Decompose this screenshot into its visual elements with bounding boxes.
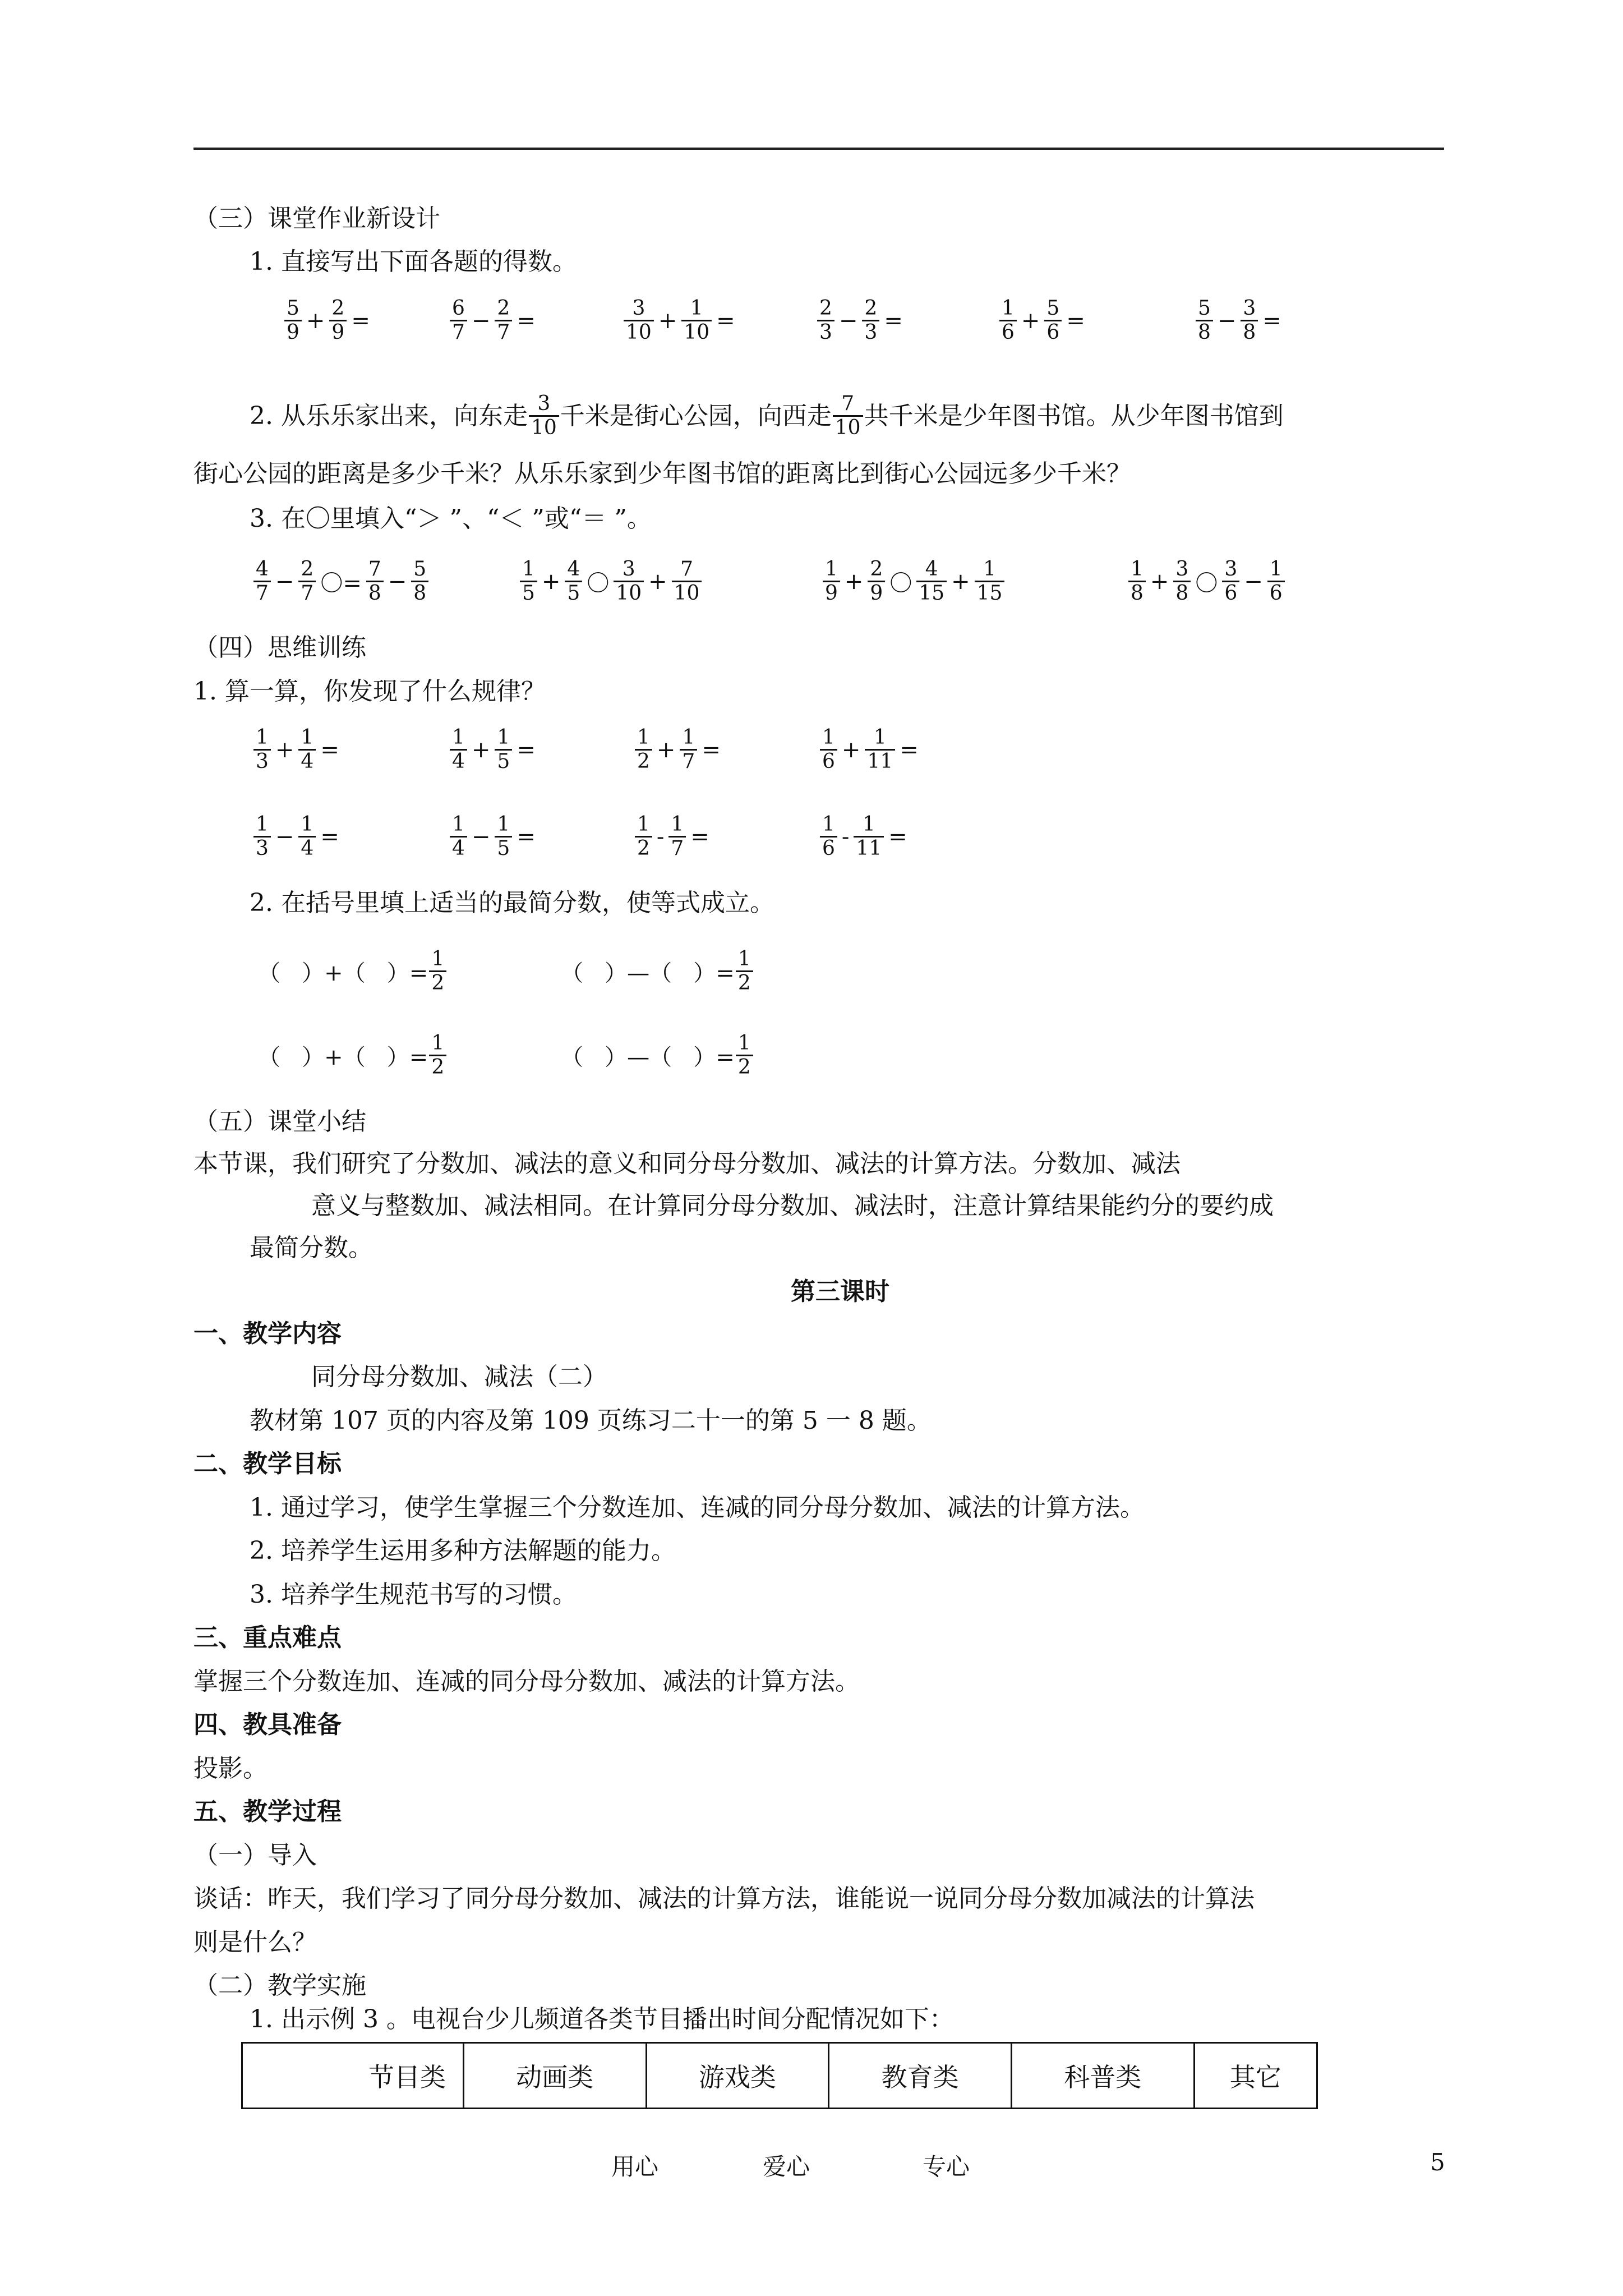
equals-sign: =	[716, 307, 735, 334]
compare-expression	[1127, 558, 1286, 605]
compare-expression	[519, 558, 703, 605]
numerator: 5	[1198, 297, 1211, 320]
subsection-implementation: （二）教学实施	[193, 1971, 366, 2000]
denominator: 8	[1196, 320, 1213, 344]
numerator: 5	[413, 558, 427, 581]
table-cell: 其它	[1194, 2043, 1317, 2109]
denominator: 10	[614, 581, 644, 605]
numerator: 1	[301, 726, 314, 749]
denominator: 2	[736, 1055, 753, 1079]
expression	[449, 813, 539, 860]
operator: −	[471, 823, 491, 850]
operator: −	[275, 823, 294, 850]
numerator: 1	[452, 726, 465, 749]
denominator: 7	[680, 749, 697, 773]
equals-sign: =	[900, 737, 919, 763]
blank-left: （ ）—（ ）=	[561, 1045, 735, 1070]
goal-1: 1. 通过学习，使学生掌握三个分数连加、连减的同分母分数加、减法的计算方法。	[250, 1493, 1145, 1522]
fraction	[672, 558, 702, 605]
equals-sign: =	[1066, 307, 1085, 334]
numerator: 2	[301, 558, 314, 581]
fraction	[1044, 297, 1062, 344]
fraction	[495, 726, 512, 773]
fraction	[614, 558, 644, 605]
numerator: 1	[682, 726, 695, 749]
numerator: 1	[497, 726, 510, 749]
numerator: 1	[1002, 297, 1015, 320]
operator: +	[471, 737, 491, 763]
fraction	[1128, 558, 1146, 605]
blank-equation	[258, 948, 448, 995]
denominator: 8	[1241, 320, 1258, 344]
denominator: 6	[820, 836, 837, 860]
numerator: 1	[690, 297, 703, 320]
denominator: 7	[668, 836, 686, 860]
expression	[449, 297, 539, 344]
denominator: 10	[624, 320, 654, 344]
denominator: 8	[1128, 581, 1146, 605]
numerator: 3	[1224, 558, 1238, 581]
numerator: 1	[431, 1032, 445, 1055]
fraction	[868, 558, 885, 605]
section-4-title: （四）思维训练	[193, 633, 366, 662]
fraction	[736, 1032, 753, 1079]
talk-line-2: 则是什么？	[193, 1928, 317, 1957]
goal-2: 2. 培养学生运用多种方法解题的能力。	[250, 1536, 676, 1565]
denominator: 6	[1222, 581, 1239, 605]
operator: +	[658, 307, 677, 334]
section-5-title: （五）课堂小结	[193, 1107, 366, 1136]
fraction	[668, 813, 686, 860]
footer-text-3: 专心	[923, 2153, 970, 2180]
denominator: 10	[833, 415, 863, 439]
question-1: 1. 直接写出下面各题的得数。	[250, 247, 577, 276]
equals-sign: =	[1262, 307, 1281, 334]
content-line-2: 教材第 107 页的内容及第 109 页练习二十一的第 5 一 8 题。	[250, 1406, 932, 1435]
denominator: 8	[1173, 581, 1191, 605]
fraction	[298, 558, 316, 605]
expression	[998, 297, 1089, 344]
expression	[283, 297, 374, 344]
question-2-line-1	[250, 393, 1284, 439]
fraction	[253, 726, 271, 773]
denominator: 10	[529, 415, 559, 439]
heading-goals: 二、教学目标	[193, 1450, 342, 1478]
expression	[1195, 297, 1285, 344]
numerator: 3	[1175, 558, 1189, 581]
compare-circle: 〇	[889, 570, 912, 596]
subsection-intro: （一）导入	[193, 1841, 317, 1870]
denominator: 2	[736, 970, 753, 995]
question-4: 1. 算一算，你发现了什么规律？	[193, 677, 546, 706]
denominator: 15	[916, 581, 947, 605]
numerator: 2	[870, 558, 883, 581]
denominator: 5	[495, 749, 512, 773]
content-line-1: 同分母分数加、减法（二）	[311, 1363, 607, 1391]
fraction	[820, 726, 837, 773]
denominator: 3	[817, 320, 834, 344]
denominator: 4	[450, 749, 467, 773]
program-table	[241, 2042, 1318, 2109]
denominator: 5	[520, 581, 537, 605]
fraction	[1173, 558, 1191, 605]
fraction	[635, 726, 652, 773]
q2-part-2: 千米是街心公园，向西走	[560, 401, 832, 430]
numerator: 1	[522, 558, 535, 581]
equals-sign: =	[517, 737, 536, 763]
equals-sign: =	[517, 823, 536, 850]
operator: −	[275, 568, 294, 595]
operator: −	[388, 568, 407, 595]
denominator: 4	[450, 836, 467, 860]
numerator: 3	[622, 558, 635, 581]
expression	[819, 726, 922, 773]
equals-sign: =	[320, 737, 339, 763]
fraction	[862, 297, 879, 344]
fraction	[624, 297, 654, 344]
numerator: 3	[1243, 297, 1256, 320]
blank-equation	[561, 1032, 754, 1079]
fraction	[253, 813, 271, 860]
goal-3: 3. 培养学生规范书写的习惯。	[250, 1580, 577, 1609]
numerator: 1	[822, 726, 835, 749]
fraction	[817, 297, 834, 344]
compare-expression	[252, 558, 430, 605]
denominator: 8	[366, 581, 384, 605]
numerator: 7	[680, 558, 694, 581]
fraction	[1196, 297, 1213, 344]
operator: +	[951, 568, 970, 595]
numerator: 3	[632, 297, 645, 320]
summary-line-2: 意义与整数加、减法相同。在计算同分母分数加、减法时，注意计算结果能约分的要约成	[311, 1191, 1274, 1220]
section-3-title: （三）课堂作业新设计	[193, 204, 440, 233]
numerator: 1	[737, 947, 751, 970]
denominator: 7	[450, 320, 467, 344]
table-cell: 科普类	[1011, 2043, 1194, 2109]
operator: +	[648, 568, 667, 595]
numerator: 1	[873, 726, 887, 749]
numerator: 4	[567, 558, 580, 581]
expression	[819, 813, 911, 860]
question-2-line-2: 街心公园的距离是多少千米？从乐乐家到少年图书馆的距离比到街心公园远多少千米？	[193, 459, 1131, 488]
denominator: 9	[329, 320, 347, 344]
tools: 投影。	[193, 1754, 268, 1783]
lesson-title: 第三课时	[791, 1277, 889, 1306]
footer-text-2: 爱心	[763, 2153, 810, 2180]
q2-fraction-east	[529, 393, 559, 439]
blank-equation	[561, 948, 754, 995]
numerator: 1	[256, 726, 269, 749]
denominator: 7	[253, 581, 271, 605]
table-cell: 教育类	[829, 2043, 1012, 2109]
denominator: 6	[999, 320, 1017, 344]
denominator: 10	[681, 320, 712, 344]
expression	[623, 297, 739, 344]
fraction	[865, 726, 895, 773]
fraction	[680, 726, 697, 773]
fraction	[823, 558, 840, 605]
operator: -	[841, 823, 850, 850]
fraction	[999, 297, 1017, 344]
denominator: 4	[298, 749, 316, 773]
numerator: 7	[368, 558, 381, 581]
table-cell: 节目类	[242, 2043, 464, 2109]
blank-left: （ ）+（ ）=	[258, 960, 428, 986]
operator: +	[1150, 568, 1169, 595]
fraction	[253, 558, 271, 605]
summary-line-3: 最简分数。	[250, 1234, 373, 1262]
denominator: 5	[495, 836, 512, 860]
operator: −	[838, 307, 858, 334]
operator: +	[1021, 307, 1040, 334]
operator: +	[275, 737, 294, 763]
denominator: 5	[565, 581, 582, 605]
operator: +	[841, 737, 861, 763]
heading-content: 一、教学内容	[193, 1319, 342, 1348]
blank-left: （ ）—（ ）=	[561, 960, 735, 986]
denominator: 6	[820, 749, 837, 773]
numerator: 1	[862, 813, 875, 836]
expression	[634, 726, 724, 773]
fraction	[495, 297, 512, 344]
numerator: 6	[452, 297, 465, 320]
operator: −	[1217, 307, 1237, 334]
numerator: 1	[1131, 558, 1144, 581]
denominator: 8	[411, 581, 428, 605]
denominator: 15	[975, 581, 1005, 605]
denominator: 2	[635, 836, 652, 860]
numerator: 1	[256, 813, 269, 836]
heading-process: 五、教学过程	[193, 1797, 342, 1826]
operator: +	[844, 568, 864, 595]
fraction	[495, 813, 512, 860]
fraction	[411, 558, 428, 605]
numerator: 7	[841, 392, 855, 415]
talk-line-1: 谈话：昨天，我们学习了同分母分数加、减法的计算方法，谁能说一说同分母分数加减法的计算法	[193, 1884, 1255, 1913]
denominator: 9	[868, 581, 885, 605]
fraction	[450, 813, 467, 860]
numerator: 1	[983, 558, 997, 581]
operator: −	[1244, 568, 1263, 595]
heading-tools: 四、教具准备	[193, 1710, 342, 1739]
denominator: 7	[298, 581, 316, 605]
fraction	[1267, 558, 1285, 605]
numerator: 2	[331, 297, 345, 320]
blank-left: （ ）+（ ）=	[258, 1045, 428, 1070]
table-row	[242, 2043, 1317, 2109]
equals-sign: =	[517, 307, 536, 334]
denominator: 11	[854, 836, 884, 860]
header-rule	[193, 148, 1444, 150]
denominator: 2	[429, 1055, 446, 1079]
numerator: 1	[671, 813, 684, 836]
fraction	[635, 813, 652, 860]
key-points: 掌握三个分数连加、连减的同分母分数加、减法的计算方法。	[193, 1667, 860, 1696]
denominator: 3	[862, 320, 879, 344]
fraction	[520, 558, 537, 605]
table-cell: 动画类	[463, 2043, 646, 2109]
operator: +	[656, 737, 676, 763]
numerator: 2	[819, 297, 832, 320]
numerator: 1	[637, 813, 650, 836]
q2-fraction-west	[833, 393, 863, 439]
equals-sign: =	[320, 823, 339, 850]
equals-sign: =	[888, 823, 907, 850]
numerator: 4	[256, 558, 269, 581]
operator: +	[306, 307, 325, 334]
fraction	[429, 1032, 446, 1079]
expression	[449, 726, 539, 773]
denominator: 4	[298, 836, 316, 860]
expression	[252, 726, 343, 773]
fraction	[298, 813, 316, 860]
denominator: 2	[635, 749, 652, 773]
fraction	[820, 813, 837, 860]
equals-sign: =	[351, 307, 370, 334]
numerator: 1	[825, 558, 838, 581]
question-5: 2. 在括号里填上适当的最简分数，使等式成立。	[250, 889, 774, 917]
denominator: 6	[1044, 320, 1062, 344]
blank-equation	[258, 1032, 448, 1079]
summary-line-1: 本节课，我们研究了分数加、减法的意义和同分母分数加、减法的计算方法。分数加、减法	[193, 1149, 1181, 1178]
compare-circle: 〇	[1195, 570, 1218, 596]
equals-sign: =	[702, 737, 721, 763]
fraction	[450, 726, 467, 773]
numerator: 1	[637, 726, 650, 749]
fraction	[854, 813, 884, 860]
expression	[252, 813, 343, 860]
fraction	[429, 948, 446, 995]
denominator: 11	[865, 749, 895, 773]
numerator: 1	[497, 813, 510, 836]
fraction	[565, 558, 582, 605]
heading-key-points: 三、重点难点	[193, 1623, 342, 1652]
fraction	[1222, 558, 1239, 605]
numerator: 1	[1269, 558, 1283, 581]
operator: +	[541, 568, 561, 595]
numerator: 1	[431, 947, 445, 970]
fraction	[681, 297, 712, 344]
compare-expression	[822, 558, 1006, 605]
denominator: 3	[253, 749, 271, 773]
fraction	[450, 297, 467, 344]
expression	[816, 297, 906, 344]
denominator: 9	[823, 581, 840, 605]
fraction	[329, 297, 347, 344]
numerator: 3	[537, 392, 551, 415]
fraction	[366, 558, 384, 605]
numerator: 4	[925, 558, 938, 581]
fraction	[298, 726, 316, 773]
table-cell: 游戏类	[646, 2043, 829, 2109]
denominator: 6	[1267, 581, 1285, 605]
fraction	[1241, 297, 1258, 344]
question-3: 3. 在〇里填入“＞ ”、“＜ ”或“＝ ”。	[250, 504, 652, 533]
numerator: 1	[301, 813, 314, 836]
numerator: 5	[287, 297, 299, 320]
page-number: 5	[1430, 2148, 1445, 2176]
fraction	[284, 297, 302, 344]
fraction	[975, 558, 1005, 605]
q2-part-1: 2. 从乐乐家出来，向东走	[250, 401, 528, 430]
denominator: 9	[284, 320, 302, 344]
numerator: 2	[497, 297, 510, 320]
numerator: 1	[452, 813, 465, 836]
denominator: 2	[429, 970, 446, 995]
numerator: 5	[1046, 297, 1060, 320]
numerator: 2	[864, 297, 878, 320]
example-3: 1. 出示例 3 。电视台少儿频道各类节目播出时间分配情况如下：	[250, 2005, 954, 2033]
compare-circle: 〇	[587, 570, 610, 596]
q2-part-3: 共千米是少年图书馆。从少年图书馆到	[864, 401, 1284, 430]
denominator: 10	[672, 581, 702, 605]
denominator: 7	[495, 320, 512, 344]
numerator: 1	[822, 813, 835, 836]
compare-circle: 〇=	[320, 570, 362, 596]
numerator: 1	[737, 1032, 751, 1055]
fraction	[916, 558, 947, 605]
fraction	[736, 948, 753, 995]
equals-sign: =	[884, 307, 903, 334]
operator: -	[656, 823, 665, 850]
equals-sign: =	[690, 823, 709, 850]
denominator: 3	[253, 836, 271, 860]
operator: −	[471, 307, 491, 334]
footer-text-1: 用心	[611, 2153, 659, 2180]
expression	[634, 813, 713, 860]
